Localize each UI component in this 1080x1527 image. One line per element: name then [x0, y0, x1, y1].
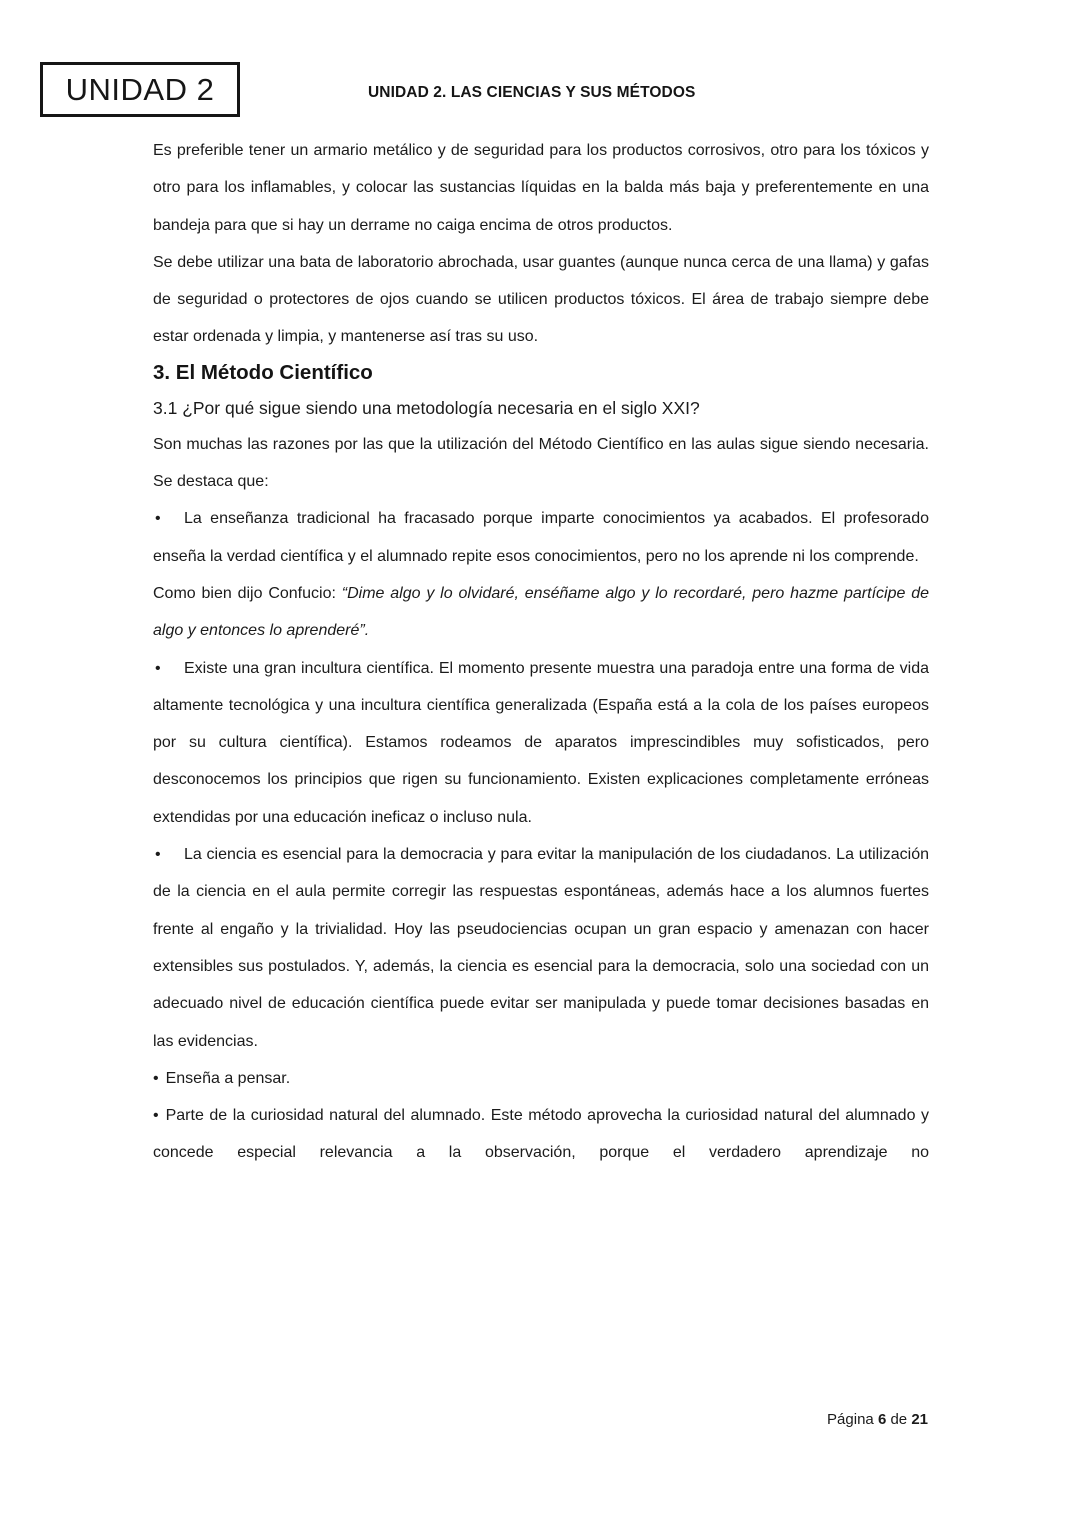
bullet-text: Parte de la curiosidad natural del alumnado. Este método aprovecha la curiosidad natural del alumnado y concede especial relevancia a la observación, porque el verdadero aprendizaje no [153, 1107, 929, 1162]
bullet-icon: • [153, 1107, 159, 1125]
confucio-prefix: Como bien dijo Confucio: [153, 584, 342, 602]
bullet-text: La enseñanza tradicional ha fracasado porque imparte conocimientos ya acabados. El profesorado enseña la verdad científica y el alumnado repite esos conocimientos, pero no los aprende ni los comprende. [153, 510, 929, 565]
paragraph-lab-safety-2: Se debe utilizar una bata de laboratorio abrochada, usar guantes (aunque nunca cerca de una llama) y gafas de seguridad o protectores de ojos cuando se utilicen productos tóxicos. El área de trabajo siempre debe estar ordenada y limpia, y mantenerse así tras su uso. [153, 253, 929, 346]
bullet-icon: • [155, 846, 161, 864]
bullet-icon: • [155, 659, 161, 677]
unit-box [40, 62, 240, 117]
paragraph-confucio [153, 575, 929, 650]
bullet-item-4 [153, 1060, 929, 1097]
section-heading: 3. El Método Científico [153, 360, 373, 384]
paragraph-intro: Son muchas las razones por las que la utilización del Método Científico en las aulas sigue siendo necesaria. Se destaca que: [153, 435, 929, 491]
bullet-item-1 [153, 500, 929, 575]
footer-page-number: 6 [877, 1411, 887, 1428]
bullet-text: La ciencia es esencial para la democracia y para evitar la manipulación de los ciudadanos. La utilización de la ciencia en el aula permite corregir las respuestas espontáneas, además hace a los alumnos fuertes frente al engaño y la trivialidad. Hoy las pseudociencias ocupan un gran espacio y amenazan con hacer extensibles sus postulados. Y, además, la ciencia es esencial para la democracia, solo una sociedad con un adecuado nivel de educación científica puede evitar ser manipulada y puede tomar decisiones basadas en las evidencias. [153, 846, 929, 1050]
paragraph-lab-safety-1: Es preferible tener un armario metálico y de seguridad para los productos corrosivos, otro para los tóxicos y otro para los inflamables, y colocar las sustancias líquidas en la balda más baja y preferentemente en una bandeja para que si hay un derrame no caiga encima de otros productos. [153, 142, 929, 234]
bullet-text: Enseña a pensar. [165, 1069, 291, 1087]
unit-box-label: UNIDAD 2 [65, 71, 215, 107]
footer-of-word: de [890, 1411, 908, 1428]
bullet-item-2 [153, 650, 929, 836]
bullet-item-3 [153, 836, 929, 1060]
bullet-text: Existe una gran incultura científica. El momento presente muestra una paradoja entre una forma de vida altamente tecnológica y una incultura científica generalizada (España está a la cola de los países europeos por su cultura científica). Estamos rodeamos de aparatos imprescindibles muy sofisticados, pero desconocemos los principios que rigen su funcionamiento. Existen explicaciones completamente erróneas extendidas por una educación ineficaz o incluso nula. [153, 659, 929, 826]
bullet-icon: • [153, 1069, 159, 1087]
bullet-item-5 [153, 1097, 929, 1172]
subsection-heading: 3.1 ¿Por qué sigue siendo una metodología necesaria en el siglo XXI? [153, 397, 700, 418]
document-body [153, 132, 929, 1172]
footer-page-word: Página [827, 1411, 874, 1428]
bullet-icon: • [155, 510, 161, 528]
confucio-quote: “Dime algo y lo olvidaré, enséñame algo y lo recordaré, pero hazme partícipe de algo y entonces lo aprenderé”. [153, 584, 929, 640]
footer-total-pages: 21 [911, 1411, 928, 1428]
document-header-title: UNIDAD 2. LAS CIENCIAS Y SUS MÉTODOS [368, 84, 696, 101]
page-number-footer [827, 1411, 928, 1428]
